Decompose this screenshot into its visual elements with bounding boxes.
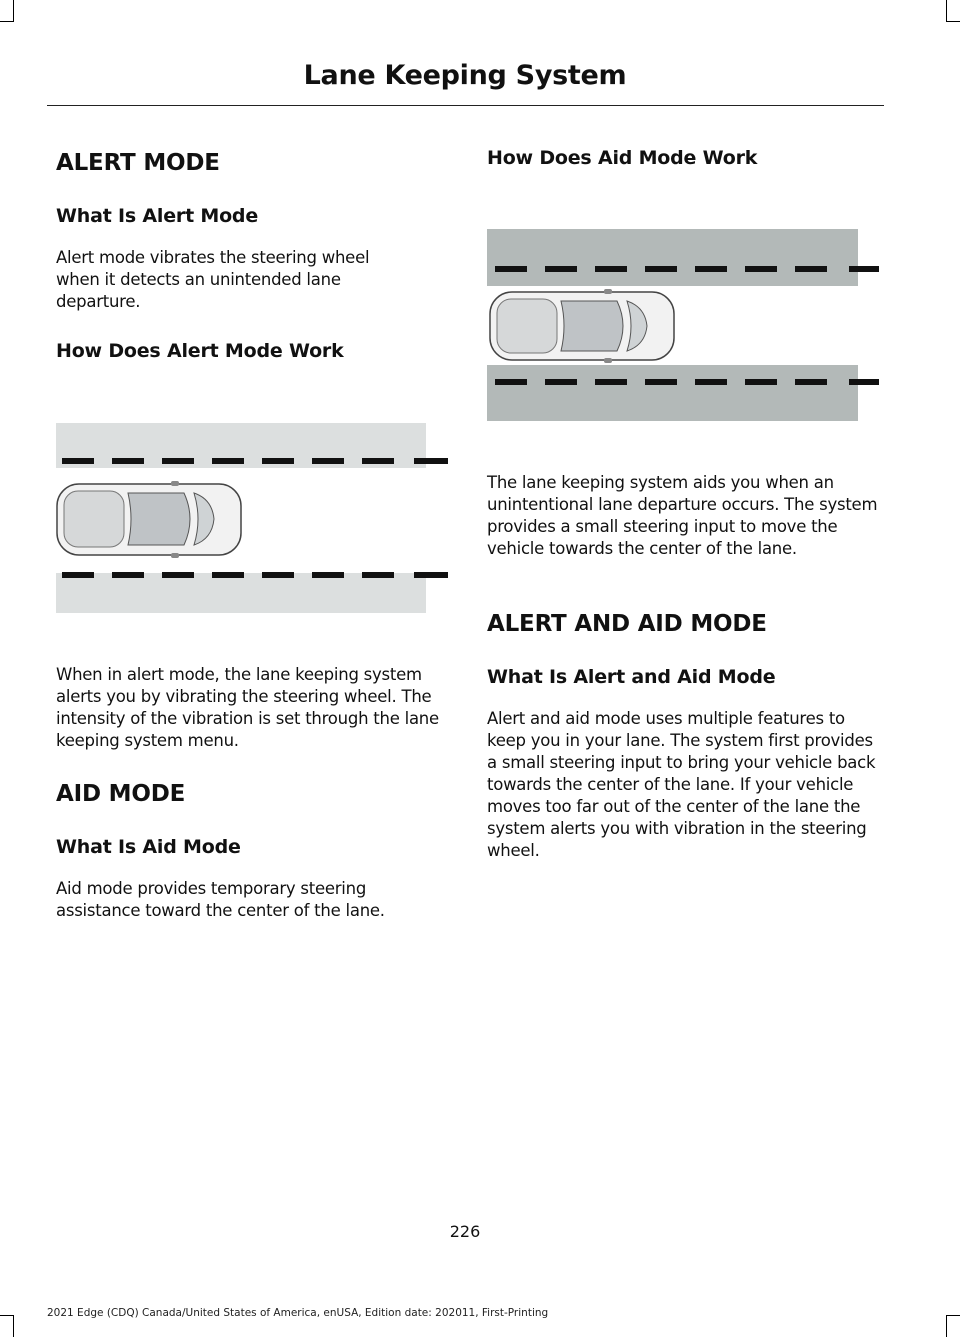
aid-mode-description: Aid mode provides temporary steering assistance toward the center of the lane. — [56, 879, 385, 920]
page-title: Lane Keeping System — [303, 60, 627, 91]
aid-mode-heading: AID MODE — [56, 781, 186, 807]
how-alert-mode-works-heading: How Does Alert Mode Work — [56, 340, 344, 362]
alert-and-aid-mode-heading: ALERT AND AID MODE — [487, 611, 767, 637]
crop-mark — [946, 0, 947, 22]
car-icon — [57, 481, 241, 558]
how-aid-mode-works-heading: How Does Aid Mode Work — [487, 147, 758, 169]
page-number: 226 — [449, 1222, 481, 1241]
header-divider — [47, 105, 884, 106]
what-is-alert-and-aid-mode-heading: What Is Alert and Aid Mode — [487, 666, 776, 688]
crop-mark — [0, 1315, 14, 1316]
crop-mark — [0, 21, 14, 22]
crop-mark — [13, 0, 14, 22]
crop-mark — [946, 21, 960, 22]
what-is-alert-mode-heading: What Is Alert Mode — [56, 205, 259, 227]
alert-mode-illustration — [56, 423, 448, 613]
what-is-aid-mode-heading: What Is Aid Mode — [56, 836, 241, 858]
crop-mark — [946, 1315, 960, 1316]
alert-and-aid-mode-description: Alert and aid mode uses multiple features to keep you in your lane. The system first provides a small steering input to bring your vehicle back towards the center of the lane. If your vehicle moves too far out of the center of the lane the system alerts you with vibration in the steering wheel. — [487, 709, 876, 860]
crop-mark — [13, 1315, 14, 1337]
car-icon — [490, 289, 674, 363]
alert-mode-heading: ALERT MODE — [56, 150, 220, 176]
alert-mode-description: Alert mode vibrates the steering wheel when it detects an unintended lane departure. — [56, 248, 370, 311]
crop-mark — [946, 1315, 947, 1337]
alert-mode-work-description: When in alert mode, the lane keeping system alerts you by vibrating the steering wheel. The intensity of the vibration is set through the lane keeping system menu. — [56, 665, 439, 750]
edition-footer: 2021 Edge (CDQ) Canada/United States of America, enUSA, Edition date: 202011, First-Printing — [47, 1307, 549, 1319]
aid-mode-work-description: The lane keeping system aids you when an unintentional lane departure occurs. The system provides a small steering input to move the vehicle towards the center of the lane. — [487, 473, 878, 558]
aid-mode-illustration — [487, 229, 879, 421]
